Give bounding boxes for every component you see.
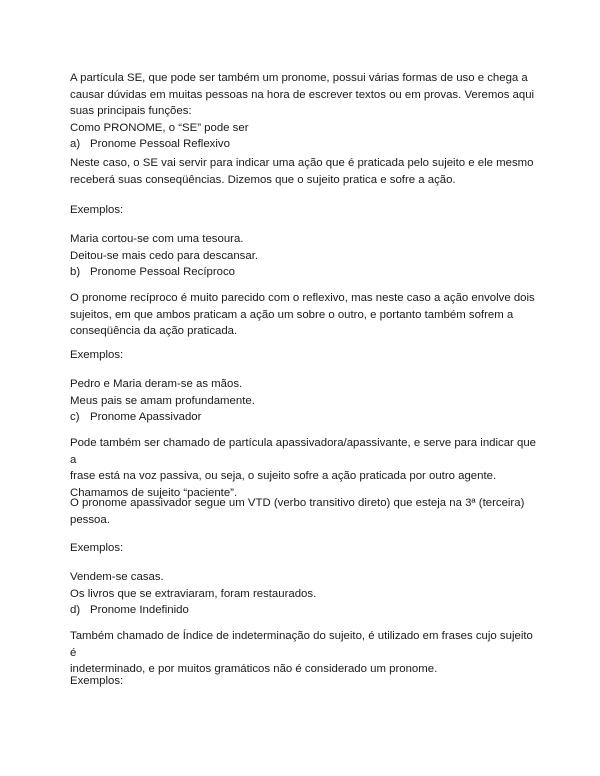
intro-line: A partícula SE, que pode ser também um pronome, possui várias formas de uso e chega a — [70, 72, 528, 84]
section-heading-a — [70, 136, 540, 153]
paragraph-line: indeterminado, e por muitos gramáticos não é considerado um pronome. — [70, 663, 438, 676]
examples-label: Exemplos: — [70, 204, 124, 216]
list-marker: a) — [70, 138, 81, 151]
paragraph-line: frase está na voz passiva, ou seja, o sujeito sofre a ação praticada por outro agente. — [70, 470, 497, 483]
list-marker: c) — [70, 411, 80, 424]
paragraph-line: sujeitos, em que ambos praticam a ação um sobre o outro, e portanto também sofrem a — [70, 308, 514, 321]
paragraph-line: conseqüência da ação praticada. — [70, 325, 238, 338]
section-heading-d — [70, 602, 540, 619]
example-line: Pedro e Maria deram-se as mãos. — [70, 378, 243, 390]
intro-lead: Como PRONOME, o “SE” pode ser — [70, 121, 249, 134]
paragraph-line: Chamamos de sujeito “paciente”. — [70, 486, 238, 499]
section-heading-b — [70, 264, 540, 281]
list-marker: d) — [70, 604, 81, 617]
paragraph-line: Também chamado de Índice de indeterminação do sujeito, é utilizado em frases cujo sujeito é — [70, 630, 533, 659]
examples-label: Exemplos: — [70, 349, 124, 361]
paragraph-line: Neste caso, o SE vai servir para indicar uma ação que é praticada pelo sujeito e ele mesmo — [70, 157, 534, 169]
section-title: Pronome Pessoal Recíproco — [90, 266, 235, 279]
example-line: Meus pais se amam profundamente. — [70, 394, 255, 407]
example-line: Vendem-se casas. — [70, 571, 164, 583]
paragraph-line: Pode também ser chamado de partícula apassivadora/apassivante, e serve para indicar que a — [70, 437, 537, 466]
paragraph-line: O pronome recíproco é muito parecido com o reflexivo, mas neste caso a ação envolve dois — [70, 292, 535, 304]
example-line: Maria cortou-se com uma tesoura. — [70, 233, 244, 245]
section-title: Pronome Pessoal Reflexivo — [90, 138, 230, 151]
examples-label: Exemplos: — [70, 675, 124, 687]
intro-line: causar dúvidas em muitas pessoas na hora de escrever textos ou em provas. Veremos aqui — [70, 88, 535, 101]
list-marker: b) — [70, 266, 81, 279]
example-line: Os livros que se extraviaram, foram restaurados. — [70, 587, 317, 600]
paragraph-line: pessoa. — [70, 513, 110, 526]
section-title: Pronome Apassivador — [90, 411, 202, 424]
paragraph-line: receberá suas conseqüências. Dizemos que o sujeito pratica e sofre a ação. — [70, 173, 456, 186]
paragraph-line: O pronome apassivador segue um VTD (verbo transitivo direto) que esteja na 3ª (terceira) — [70, 497, 525, 509]
section-title: Pronome Indefinido — [90, 604, 189, 617]
example-line: Deitou-se mais cedo para descansar. — [70, 249, 259, 262]
intro-line: suas principais funções: — [70, 105, 192, 118]
examples-label: Exemplos: — [70, 542, 124, 554]
section-heading-c — [70, 409, 540, 426]
